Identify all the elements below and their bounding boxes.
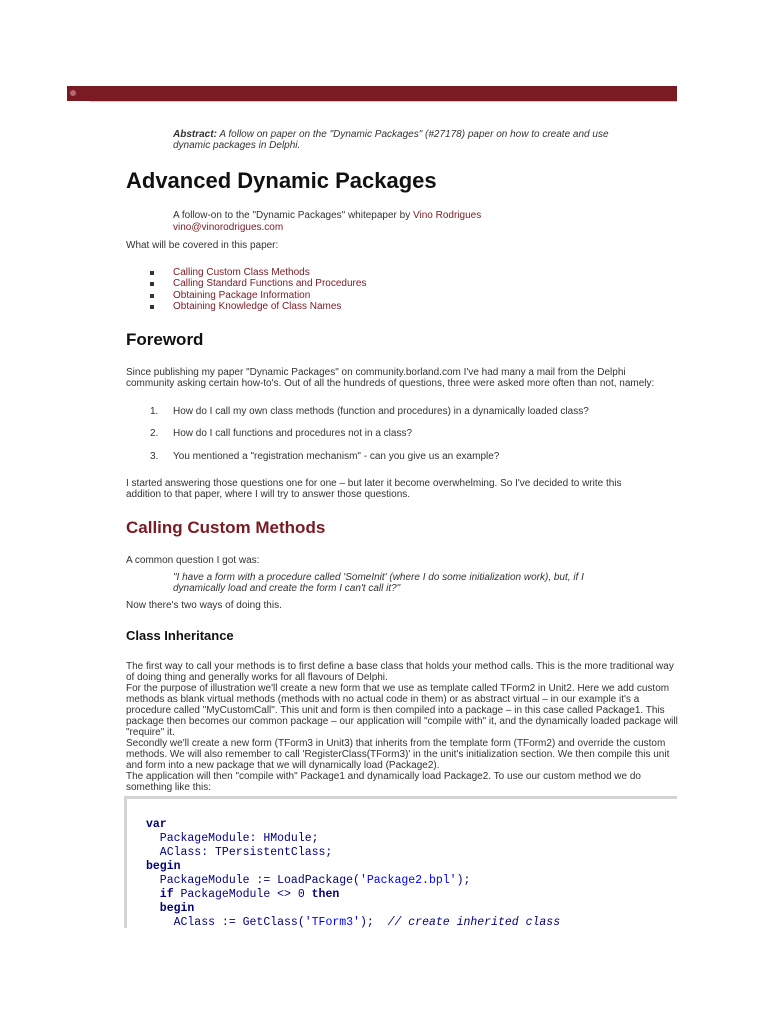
code-text: AClass := GetClass( bbox=[146, 916, 305, 929]
author-link[interactable]: Vino Rodrigues bbox=[413, 210, 482, 221]
question-text: How do I call functions and procedures not in a class? bbox=[173, 428, 413, 439]
question-text: How do I call my own class methods (function and procedures) in a dynamically loaded class? bbox=[173, 406, 589, 417]
question-3 bbox=[150, 451, 499, 462]
abstract-text: A follow on paper on the "Dynamic Packages" (#27178) paper on how to create and use dynamic packages in Delphi. bbox=[173, 129, 609, 151]
abstract-label: Abstract: bbox=[173, 129, 217, 140]
code-line: AClass: TPersistentClass; bbox=[146, 846, 333, 859]
code-text: ); bbox=[359, 916, 388, 929]
code-keyword: var bbox=[146, 818, 167, 831]
code-comment: // create inherited class bbox=[387, 916, 561, 929]
code-block-border-top bbox=[124, 796, 677, 799]
question-1 bbox=[150, 406, 589, 417]
heading-foreword: Foreword bbox=[126, 330, 204, 349]
heading-calling-custom-methods: Calling Custom Methods bbox=[126, 518, 326, 537]
code-text: PackageModule := LoadPackage( bbox=[146, 874, 360, 887]
quote-block: "I have a form with a procedure called 'SomeInit' (where I do some initialization work), but, if I dynamically load and create the form I can't call it?" bbox=[173, 572, 584, 594]
abstract bbox=[173, 129, 643, 151]
code-listing bbox=[146, 818, 560, 930]
toc-list bbox=[148, 267, 366, 312]
toc-link-standard-functions[interactable]: Calling Standard Functions and Procedures bbox=[148, 278, 366, 289]
header-bar-shadow bbox=[90, 101, 677, 102]
heading-class-inheritance: Class Inheritance bbox=[126, 628, 234, 643]
class-inheritance-text bbox=[126, 661, 678, 793]
header-bullet-icon bbox=[70, 90, 76, 96]
page-title: Advanced Dynamic Packages bbox=[126, 168, 437, 193]
code-line: PackageModule: HModule; bbox=[146, 832, 319, 845]
paragraph: Secondly we'll create a new form (TForm3 in Unit3) that inherits from the template form (TForm2) and override the custom methods. We will also remember to call 'RegisterClass(TForm3)' in the unit's initialization section. We then compile this unit and form into a new package that we will dynamically load (Package2). bbox=[126, 738, 670, 771]
question-2 bbox=[150, 428, 412, 439]
question-number: 1. bbox=[150, 406, 159, 417]
code-keyword: begin bbox=[146, 902, 195, 915]
email-link[interactable]: vino@vinorodrigues.com bbox=[173, 222, 284, 233]
toc-link-custom-class-methods[interactable]: Calling Custom Class Methods bbox=[148, 267, 366, 278]
byline-text: A follow-on to the "Dynamic Packages" whitepaper by bbox=[173, 210, 413, 221]
foreword-paragraph: Since publishing my paper "Dynamic Packages" on community.borland.com I've had many a mail from the Delphi community asking certain how-to's. Out of all the hundreds of questions, three were asked more often than not, namely: bbox=[126, 367, 655, 389]
paragraph: The first way to call your methods is to first define a base class that holds your method calls. This is the more traditional way of doing thing and generally works for all flavours of Delphi. bbox=[126, 661, 674, 683]
question-number: 2. bbox=[150, 428, 159, 439]
header-bar bbox=[67, 86, 677, 101]
question-number: 3. bbox=[150, 451, 159, 462]
byline bbox=[173, 210, 481, 234]
code-text: PackageModule <> 0 bbox=[173, 888, 312, 901]
intro-text: What will be covered in this paper: bbox=[126, 240, 279, 251]
paragraph: For the purpose of illustration we'll create a new form that we use as template called TForm2 in Unit2. Here we add custom methods as blank virtual methods (methods with no actual code in them) or as abstract virtual – in our example it's a procedure called "MyCustomCall". This unit and form is then compiled into a package – in this case called Package1. This package then becomes our common package – our application will "compile with" it, and the dynamically loaded package will "require" it. bbox=[126, 683, 678, 738]
code-text: ); bbox=[456, 874, 471, 887]
code-string: 'Package2.bpl' bbox=[359, 874, 457, 887]
code-keyword: then bbox=[311, 888, 340, 901]
code-string: 'TForm3' bbox=[304, 916, 360, 929]
question-text: You mentioned a "registration mechanism" - can you give us an example? bbox=[173, 451, 500, 462]
section-follow: Now there's two ways of doing this. bbox=[126, 600, 282, 611]
section-lead: A common question I got was: bbox=[126, 555, 260, 566]
code-keyword: if bbox=[146, 888, 174, 901]
toc-link-class-names[interactable]: Obtaining Knowledge of Class Names bbox=[148, 301, 366, 312]
foreword-after-paragraph: I started answering those questions one for one – but later it become overwhelming. So I've decided to write this addition to that paper, where I will try to answer those questions. bbox=[126, 478, 622, 500]
paragraph: The application will then "compile with" Package1 and dynamically load Package2. To use our custom method we do something like this: bbox=[126, 771, 641, 793]
toc-link-package-information[interactable]: Obtaining Package Information bbox=[148, 290, 366, 301]
code-keyword: begin bbox=[146, 860, 181, 873]
code-block-border-left bbox=[124, 796, 127, 928]
